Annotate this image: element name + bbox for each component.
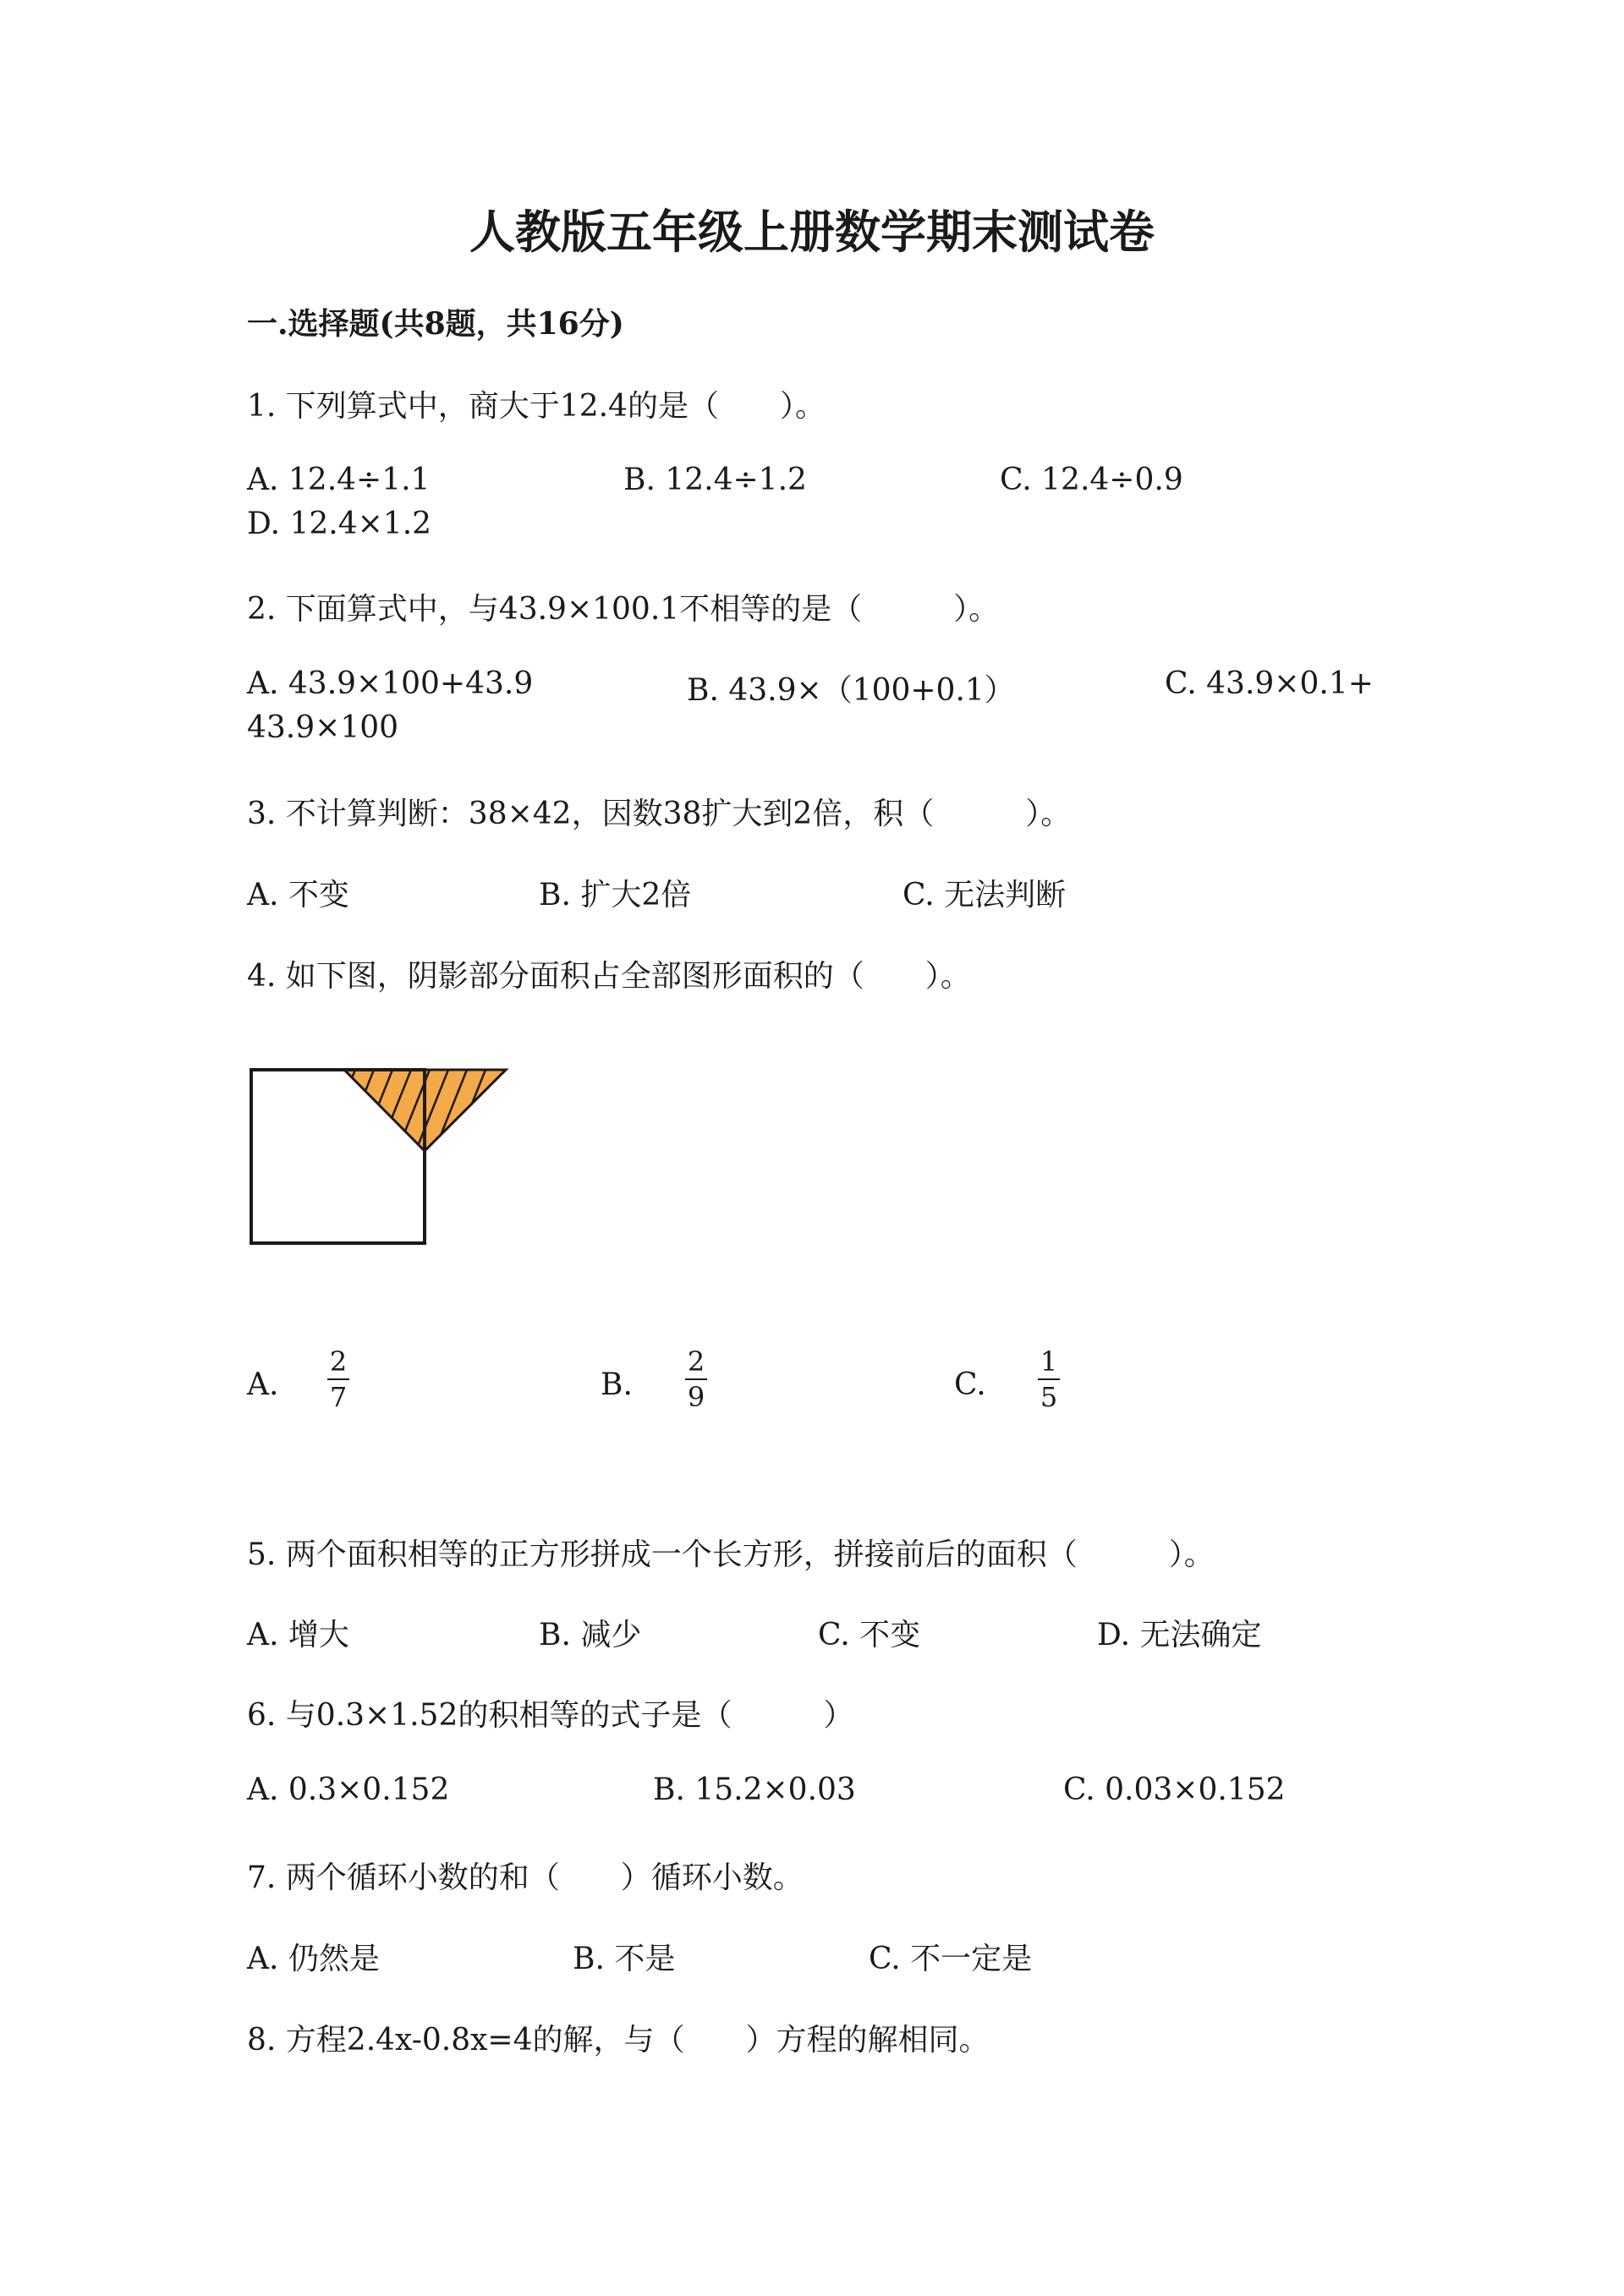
fraction-numerator: 2 [687,1345,705,1378]
option-2c: C. 43.9×0.1+ [1165,666,1374,701]
option-1d: D. 12.4×1.2 [247,507,432,541]
option-7c: C. 不一定是 [869,1942,1033,1976]
option-1a: A. 12.4÷1.1 [247,463,431,497]
question-2: 2. 下面算式中，与43.9×100.1不相等的是（ ）。 [247,592,1000,627]
question-5: 5. 两个面积相等的正方形拼成一个长方形，拼接前后的面积（ ）。 [247,1537,1215,1572]
option-2b: B. 43.9×（100+0.1） [687,673,1015,708]
shaded-figure [237,1057,516,1252]
option-4c-fraction [1038,1346,1060,1412]
option-4c-label: C. [954,1367,986,1402]
fraction-bar [327,1378,349,1380]
option-5b: B. 减少 [539,1618,642,1652]
option-6c: C. 0.03×0.152 [1063,1773,1286,1807]
fraction-denominator: 5 [1040,1381,1058,1413]
option-6a: A. 0.3×0.152 [247,1773,450,1807]
question-6: 6. 与0.3×1.52的积相等的式子是（ ） [247,1698,854,1733]
option-5a: A. 增大 [247,1618,349,1652]
fraction-denominator: 9 [687,1381,705,1413]
option-2a: A. 43.9×100+43.9 [247,666,534,701]
option-4b-label: B. [601,1367,633,1402]
option-5d: D. 无法确定 [1097,1618,1262,1652]
option-5c: C. 不变 [818,1618,921,1652]
question-3: 3. 不计算判断：38×42，因数38扩大到2倍，积（ ）。 [247,797,1072,831]
question-1: 1. 下列算式中，商大于12.4的是（ ）。 [247,389,826,424]
question-4: 4. 如下图，阴影部分面积占全部图形面积的（ ）。 [247,959,971,994]
fraction-bar [1038,1378,1060,1380]
option-6b: B. 15.2×0.03 [653,1773,856,1807]
option-7b: B. 不是 [573,1942,676,1976]
option-4a-fraction [327,1346,349,1412]
option-1c: C. 12.4÷0.9 [1000,463,1183,497]
page-title: 人教版五年级上册数学期末测试卷 [469,205,1155,259]
fraction-numerator: 2 [329,1345,348,1378]
fraction-numerator: 1 [1040,1345,1058,1378]
option-3a: A. 不变 [247,878,349,912]
option-7a: A. 仍然是 [247,1942,380,1976]
option-3c: C. 无法判断 [903,878,1067,912]
question-8: 8. 方程2.4x-0.8x=4的解，与（ ）方程的解相同。 [247,2023,990,2058]
option-4b-fraction [685,1346,707,1412]
fraction-bar [685,1378,707,1380]
option-4a-label: A. [247,1367,279,1402]
question-7: 7. 两个循环小数的和（ ）循环小数。 [247,1860,804,1895]
option-1b: B. 12.4÷1.2 [623,463,807,497]
option-2c-continued: 43.9×100 [247,710,399,745]
section-heading: 一.选择题(共8题，共16分) [247,306,624,342]
fraction-denominator: 7 [329,1381,348,1413]
option-3b: B. 扩大2倍 [539,878,692,912]
